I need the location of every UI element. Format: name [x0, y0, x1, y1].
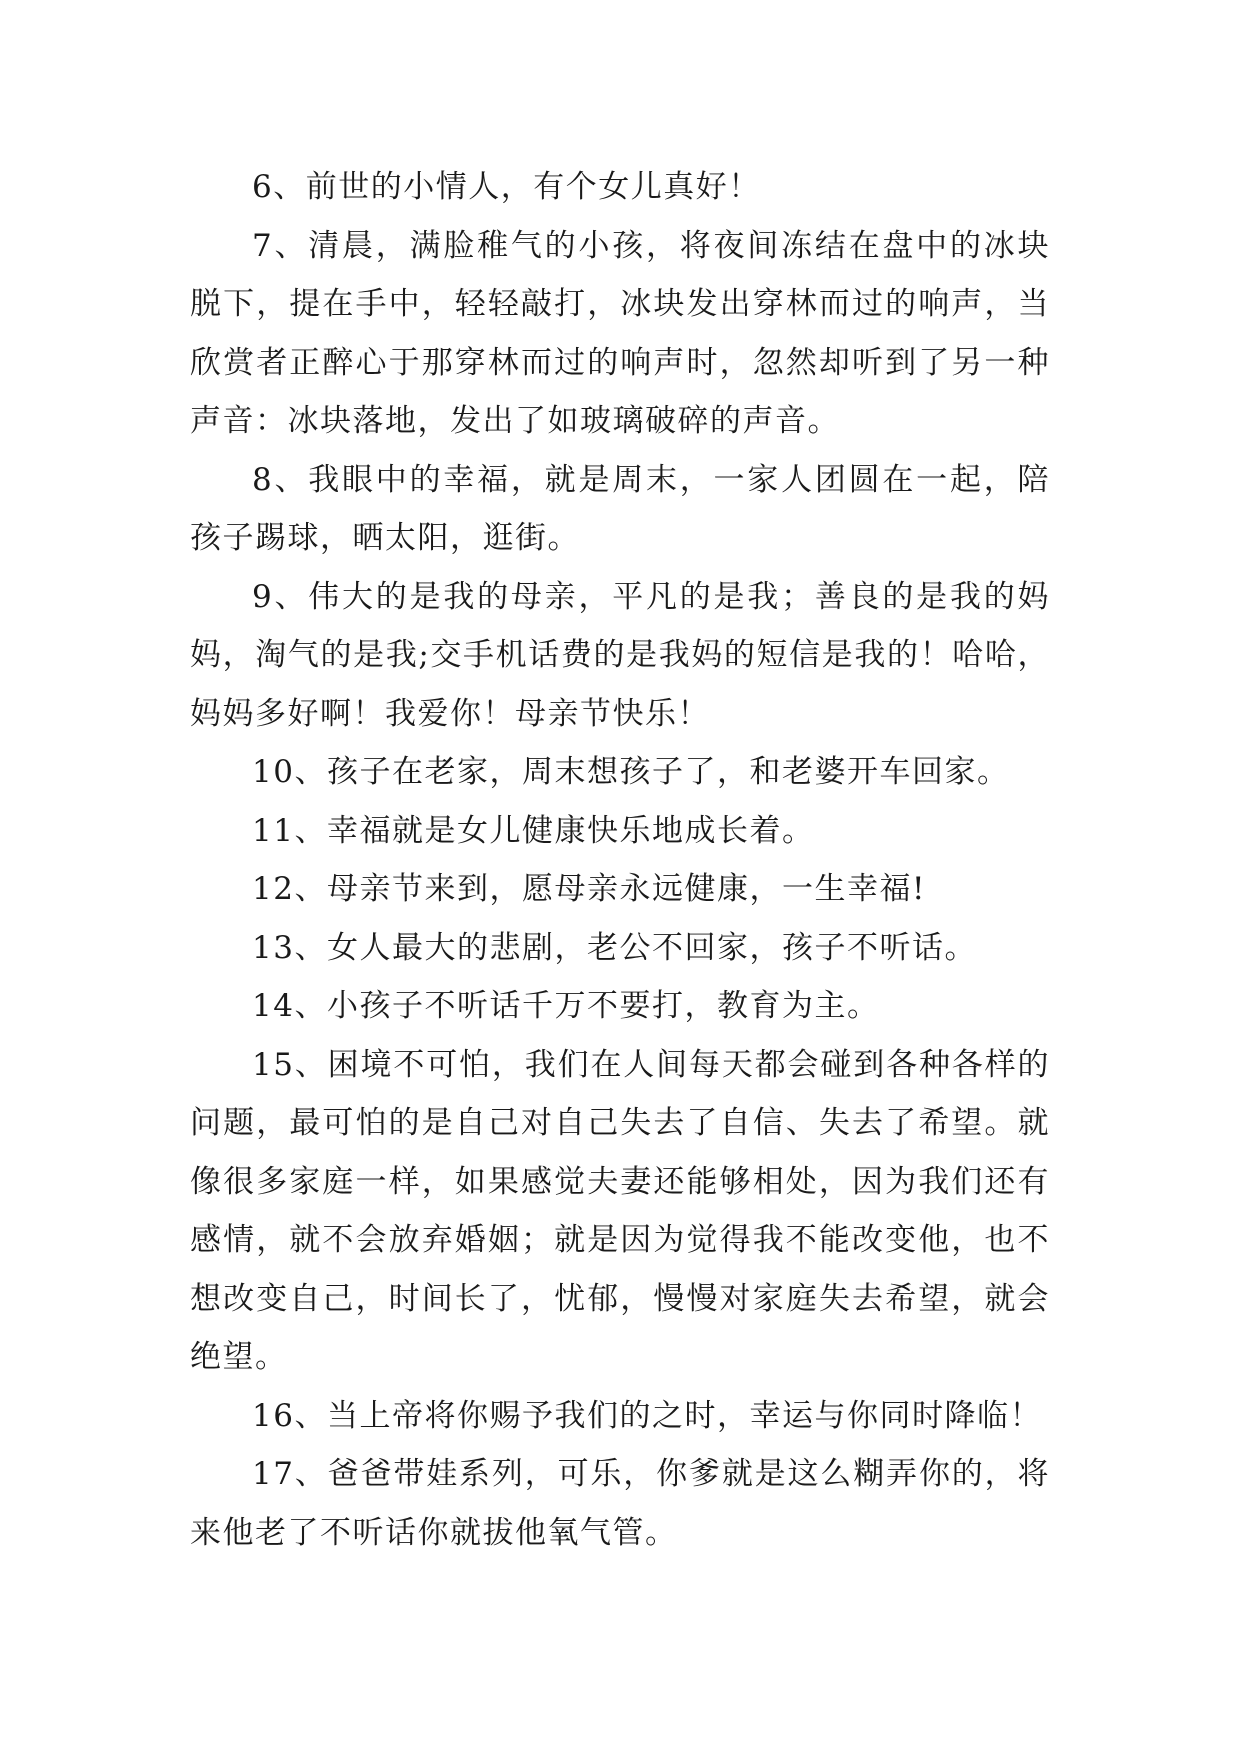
paragraph-12: 12、母亲节来到，愿母亲永远健康，一生幸福! [252, 871, 926, 907]
paragraph-13: 13、女人最大的悲剧，老公不回家，孩子不听话。 [252, 929, 977, 966]
document-body [190, 158, 1050, 1562]
paragraph-15: 15、困境不可怕，我们在人间每天都会碰到各种各样的问题，最可怕的是自己对自己失去了自信、失去了希望。就像很多家庭一样，如果感觉夫妻还能够相处，因为我们还有感情，就不会放弃婚姻；就是因为觉得我不能改变他，也不想改变自己，时间长了，忧郁，慢慢对家庭失去希望，就会绝望。 [190, 1046, 1050, 1375]
paragraph-7: 7、清晨，满脸稚气的小孩，将夜间冻结在盘中的冰块脱下，提在手中，轻轻敲打，冰块发出穿林而过的响声，当欣赏者正醉心于那穿林而过的响声时，忽然却听到了另一种声音：冰块落地，发出了如玻璃破碎的声音。 [190, 227, 1050, 439]
paragraph-16: 16、当上帝将你赐予我们的之时，幸运与你同时降临！ [252, 1397, 1042, 1434]
paragraph-9: 9、伟大的是我的母亲，平凡的是我；善良的是我的妈妈，淘气的是我;交手机话费的是我妈的短信是我的！哈哈，妈妈多好啊！我爱你！母亲节快乐！ [190, 578, 1050, 732]
paragraph-14: 14、小孩子不听话千万不要打，教育为主。 [252, 988, 880, 1024]
paragraph-6: 6、前世的小情人，有个女儿真好！ [252, 169, 761, 205]
paragraph-10: 10、孩子在老家，周末想孩子了，和老婆开车回家。 [252, 754, 1010, 790]
paragraph-17: 17、爸爸带娃系列，可乐，你爹就是这么糊弄你的，将来他老了不听话你就拔他氧气管。 [190, 1456, 1050, 1551]
paragraph-11: 11、幸福就是女儿健康快乐地成长着。 [252, 812, 815, 849]
paragraph-8: 8、我眼中的幸福，就是周末，一家人团圆在一起，陪孩子踢球，晒太阳，逛街。 [190, 461, 1050, 556]
